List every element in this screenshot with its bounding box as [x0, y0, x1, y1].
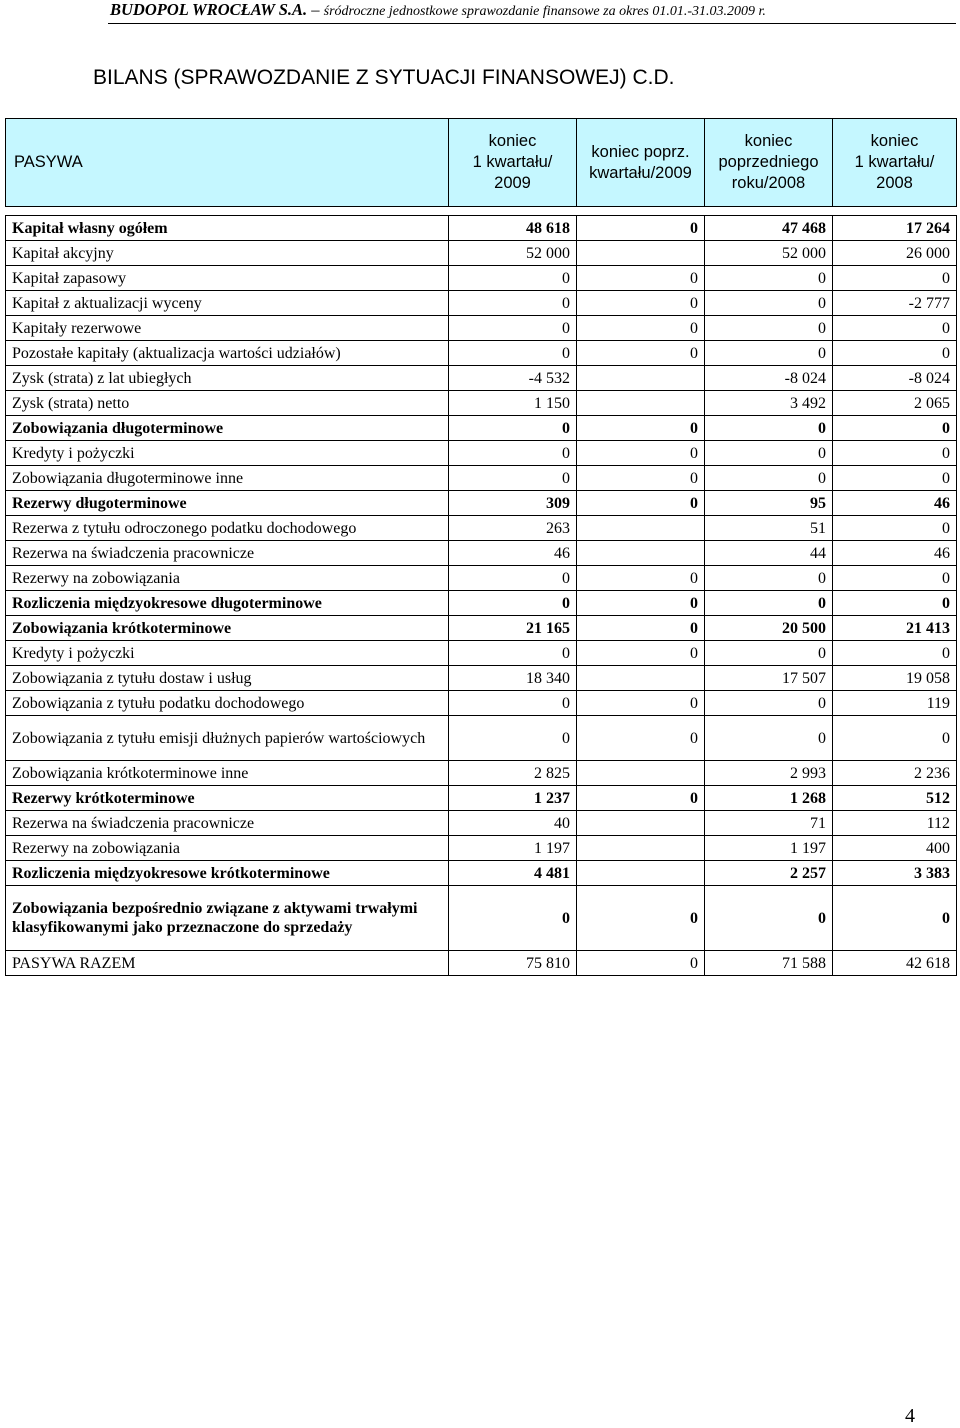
row-label: Zobowiązania bezpośrednio związane z aktywami trwałymi klasyfikowanymi jako przeznaczone do sprzedaży [6, 886, 449, 951]
row-label: Pozostałe kapitały (aktualizacja wartości udziałów) [6, 341, 449, 366]
row-value: 2 236 [833, 761, 957, 786]
row-value: 0 [705, 441, 833, 466]
table-spacer [6, 207, 957, 216]
row-value: 2 065 [833, 391, 957, 416]
row-value: 309 [449, 491, 577, 516]
row-value: 0 [577, 786, 705, 811]
row-value: 17 507 [705, 666, 833, 691]
row-value: -8 024 [705, 366, 833, 391]
row-value: -4 532 [449, 366, 577, 391]
report-subtitle: śródroczne jednostkowe sprawozdanie finansowe za okres 01.01.-31.03.2009 r. [323, 4, 766, 19]
row-label: Zobowiązania krótkoterminowe inne [6, 761, 449, 786]
row-value: 0 [705, 641, 833, 666]
row-label: Zobowiązania długoterminowe inne [6, 466, 449, 491]
row-label: Rozliczenia międzyokresowe krótkoterminowe [6, 861, 449, 886]
row-value: 0 [577, 441, 705, 466]
row-value: 0 [833, 466, 957, 491]
table-spacer-cell [6, 207, 957, 216]
row-value: 46 [449, 541, 577, 566]
row-value: 46 [833, 541, 957, 566]
row-value: 19 058 [833, 666, 957, 691]
row-value: 0 [833, 566, 957, 591]
row-label: Zobowiązania z tytułu podatku dochodowego [6, 691, 449, 716]
table-row [6, 466, 957, 491]
row-value: 71 [705, 811, 833, 836]
row-value: 0 [577, 291, 705, 316]
row-value: 52 000 [449, 241, 577, 266]
row-value: 112 [833, 811, 957, 836]
row-value: 0 [577, 886, 705, 951]
header-rule [108, 23, 956, 24]
row-value: 0 [833, 416, 957, 441]
row-label: Kapitał z aktualizacji wyceny [6, 291, 449, 316]
row-value: 0 [577, 466, 705, 491]
row-value: 1 197 [449, 836, 577, 861]
table-row [6, 861, 957, 886]
table-row [6, 716, 957, 761]
row-label: Kredyty i pożyczki [6, 641, 449, 666]
row-value: 1 268 [705, 786, 833, 811]
row-value: 0 [577, 691, 705, 716]
row-value [577, 241, 705, 266]
column-header-period [577, 119, 705, 207]
row-value: 21 165 [449, 616, 577, 641]
row-label: Rezerwy na zobowiązania [6, 566, 449, 591]
row-value: 0 [833, 316, 957, 341]
row-value: 4 481 [449, 861, 577, 886]
row-label: PASYWA RAZEM [6, 951, 449, 976]
row-value: 1 150 [449, 391, 577, 416]
row-value: 0 [577, 616, 705, 641]
row-value: 0 [449, 291, 577, 316]
row-value [577, 541, 705, 566]
row-value: 400 [833, 836, 957, 861]
row-label: Rozliczenia międzyokresowe długoterminowe [6, 591, 449, 616]
row-label: Zysk (strata) z lat ubiegłych [6, 366, 449, 391]
table-row [6, 216, 957, 241]
page-number: 4 [905, 1405, 915, 1427]
row-value: 0 [705, 566, 833, 591]
row-value: 40 [449, 811, 577, 836]
row-value: 51 [705, 516, 833, 541]
row-label: Zysk (strata) netto [6, 391, 449, 416]
row-value: 0 [449, 716, 577, 761]
table-row [6, 516, 957, 541]
row-value: 0 [449, 266, 577, 291]
table-row [6, 761, 957, 786]
row-value: 263 [449, 516, 577, 541]
row-value: 2 825 [449, 761, 577, 786]
row-label: Kapitały rezerwowe [6, 316, 449, 341]
row-label: Kredyty i pożyczki [6, 441, 449, 466]
row-value: 0 [577, 491, 705, 516]
header-dash: – [307, 0, 324, 19]
table-row [6, 291, 957, 316]
row-value: 71 588 [705, 951, 833, 976]
row-value: 0 [449, 591, 577, 616]
row-value: 0 [577, 951, 705, 976]
row-value [577, 391, 705, 416]
row-value [577, 761, 705, 786]
row-value [577, 666, 705, 691]
column-header-line: koniec [488, 132, 537, 150]
column-header-line: PASYWA [14, 153, 83, 171]
row-value: 47 468 [705, 216, 833, 241]
row-value: -2 777 [833, 291, 957, 316]
row-value: 1 197 [705, 836, 833, 861]
column-header-line: kwartału/2009 [589, 163, 692, 182]
row-value: 0 [577, 591, 705, 616]
row-value [577, 516, 705, 541]
row-value: 0 [705, 691, 833, 716]
column-header-line: roku/2008 [731, 174, 806, 192]
column-header-line: koniec poprz. [591, 142, 690, 161]
row-value: 0 [577, 566, 705, 591]
row-value: 26 000 [833, 241, 957, 266]
row-value: 512 [833, 786, 957, 811]
row-value: 20 500 [705, 616, 833, 641]
row-value [577, 811, 705, 836]
column-header-line: 2009 [494, 174, 531, 192]
row-value: 0 [833, 341, 957, 366]
table-row [6, 316, 957, 341]
row-value: 0 [705, 291, 833, 316]
row-value: 0 [577, 716, 705, 761]
row-value: 0 [705, 886, 833, 951]
row-label: Kapitał własny ogółem [6, 216, 449, 241]
row-value: 18 340 [449, 666, 577, 691]
row-value: 0 [577, 316, 705, 341]
table-row [6, 491, 957, 516]
row-label: Rezerwa na świadczenia pracownicze [6, 541, 449, 566]
row-label: Rezerwy krótkoterminowe [6, 786, 449, 811]
table-row [6, 416, 957, 441]
table-row [6, 266, 957, 291]
row-value: 0 [833, 886, 957, 951]
table-row [6, 786, 957, 811]
table-row [6, 566, 957, 591]
balance-sheet-table [5, 118, 957, 976]
column-header-period [705, 119, 833, 207]
row-label: Rezerwa na świadczenia pracownicze [6, 811, 449, 836]
row-label: Zobowiązania z tytułu emisji dłużnych papierów wartościowych [6, 716, 449, 761]
row-value: 0 [449, 466, 577, 491]
table-row [6, 641, 957, 666]
row-value: 0 [577, 641, 705, 666]
row-value: 0 [833, 441, 957, 466]
row-value: 75 810 [449, 951, 577, 976]
column-header-line: 1 kwartału/ [854, 153, 935, 171]
table-row [6, 691, 957, 716]
row-value: 0 [705, 341, 833, 366]
row-label: Zobowiązania krótkoterminowe [6, 616, 449, 641]
row-value: 0 [577, 216, 705, 241]
row-value: 119 [833, 691, 957, 716]
row-value [577, 836, 705, 861]
row-value: 0 [833, 641, 957, 666]
row-value: 46 [833, 491, 957, 516]
table-row [6, 811, 957, 836]
row-value: 48 618 [449, 216, 577, 241]
row-label: Zobowiązania z tytułu dostaw i usług [6, 666, 449, 691]
table-row [6, 666, 957, 691]
row-value: 0 [449, 566, 577, 591]
row-value: 0 [705, 591, 833, 616]
row-value: 0 [705, 716, 833, 761]
column-header-period [833, 119, 957, 207]
column-header-line: koniec [744, 132, 793, 150]
row-value: 2 257 [705, 861, 833, 886]
row-label: Zobowiązania długoterminowe [6, 416, 449, 441]
table-row [6, 441, 957, 466]
row-label: Rezerwy długoterminowe [6, 491, 449, 516]
table-row [6, 541, 957, 566]
row-value: 0 [705, 416, 833, 441]
row-value: 0 [577, 341, 705, 366]
column-header-line: poprzedniego [718, 153, 819, 171]
row-value: 0 [449, 886, 577, 951]
row-value: 0 [449, 316, 577, 341]
row-value: -8 024 [833, 366, 957, 391]
column-header-line: 2008 [876, 174, 913, 192]
row-value [577, 366, 705, 391]
table-header-row [6, 119, 957, 207]
row-value: 0 [833, 516, 957, 541]
table-row [6, 391, 957, 416]
row-value [577, 861, 705, 886]
row-value: 0 [705, 316, 833, 341]
row-value: 0 [705, 466, 833, 491]
row-value: 0 [833, 266, 957, 291]
company-name: BUDOPOL WROCŁAW S.A. [110, 0, 308, 19]
table-row [6, 241, 957, 266]
row-value: 0 [449, 416, 577, 441]
column-header-line: 1 kwartału/ [472, 153, 553, 171]
row-value: 3 383 [833, 861, 957, 886]
row-value: 0 [577, 266, 705, 291]
table-row [6, 616, 957, 641]
row-value: 0 [577, 416, 705, 441]
row-value: 1 237 [449, 786, 577, 811]
row-value: 2 993 [705, 761, 833, 786]
row-value: 17 264 [833, 216, 957, 241]
row-value: 0 [833, 591, 957, 616]
row-label: Kapitał zapasowy [6, 266, 449, 291]
table-row [6, 366, 957, 391]
column-header-period [449, 119, 577, 207]
row-label: Rezerwy na zobowiązania [6, 836, 449, 861]
row-label: Kapitał akcyjny [6, 241, 449, 266]
table-row [6, 951, 957, 976]
row-value: 0 [833, 716, 957, 761]
row-value: 21 413 [833, 616, 957, 641]
row-value: 42 618 [833, 951, 957, 976]
row-value: 44 [705, 541, 833, 566]
table-row [6, 591, 957, 616]
row-label: Rezerwa z tytułu odroczonego podatku dochodowego [6, 516, 449, 541]
column-header-label [6, 119, 449, 207]
row-value: 95 [705, 491, 833, 516]
table-row [6, 836, 957, 861]
row-value: 3 492 [705, 391, 833, 416]
row-value: 0 [449, 341, 577, 366]
column-header-line: koniec [870, 132, 919, 150]
page-title: BILANS (SPRAWOZDANIE Z SYTUACJI FINANSOWEJ) C.D. [93, 66, 675, 89]
row-value: 0 [449, 441, 577, 466]
table-row [6, 341, 957, 366]
row-value: 0 [449, 641, 577, 666]
row-value: 52 000 [705, 241, 833, 266]
row-value: 0 [449, 691, 577, 716]
table-row [6, 886, 957, 951]
row-value: 0 [705, 266, 833, 291]
